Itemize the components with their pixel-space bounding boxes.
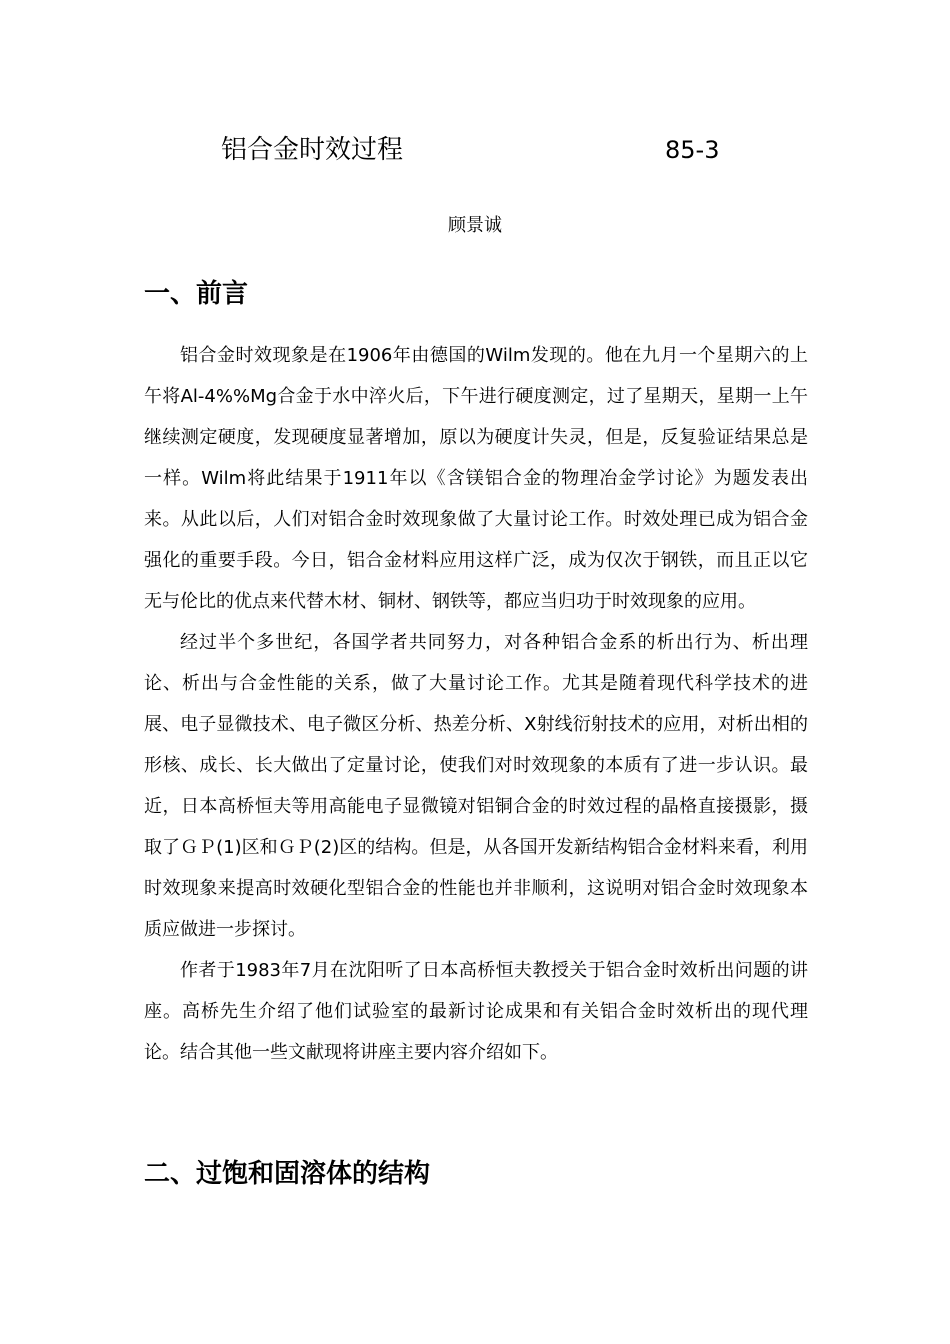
- paragraph: 经过半个多世纪，各国学者共同努力，对各种铝合金系的析出行为、析出理论、析出与合金性能的关系，做了大量讨论工作。尤其是随着现代科学技术的进展、电子显微技术、电子微区分析、热差分析、X射线衍射技术的应用，对析出相的形核、成长、长大做出了定量讨论，使我们对时效现象的本质有了进一步认识。最近，日本高桥恒夫等用高能电子显微镜对铝铜合金的时效过程的晶格直接摄影，摄取了ＧＰ(1)区和ＧＰ(2)区的结构。但是，从各国开发新结构铝合金材料来看，利用时效现象来提高时效硬化型铝合金的性能也并非顺利，这说明对铝合金时效现象本质应做进一步探讨。: [144, 632, 808, 940]
- title-row: [0, 130, 950, 170]
- document-code: 85-3: [665, 136, 720, 164]
- author-name: 顾景诚: [448, 215, 502, 236]
- paragraph: 铝合金时效现象是在1906年由德国的Wilm发现的。他在九月一个星期六的上午将Al-4%%Mg合金于水中淬火后，下午进行硬度测定，过了星期天，星期一上午继续测定硬度，发现硬度显著增加，原以为硬度计失灵，但是，反复验证结果总是一样。Wilm将此结果于1911年以《含镁铝合金的物理冶金学讨论》为题发表出来。从此以后，人们对铝合金时效现象做了大量讨论工作。时效处理已成为铝合金强化的重要手段。今日，铝合金材料应用这样广泛，成为仅次于钢铁，而且正以它无与伦比的优点来代替木材、铜材、钢铁等，都应当归功于时效现象的应用。: [144, 345, 808, 612]
- paragraph: 作者于1983年7月在沈阳听了日本高桥恒夫教授关于铝合金时效析出问题的讲座。高桥先生介绍了他们试验室的最新讨论成果和有关铝合金时效析出的现代理论。结合其他一些文献现将讲座主要内容介绍如下。: [144, 960, 808, 1063]
- document-title: 铝合金时效过程: [221, 135, 404, 165]
- section-heading-supersaturated-solid-solution: 二、过饱和固溶体的结构: [144, 1159, 431, 1189]
- section-body-introduction: [144, 335, 808, 1073]
- section-heading-introduction: 一、前言: [144, 279, 249, 309]
